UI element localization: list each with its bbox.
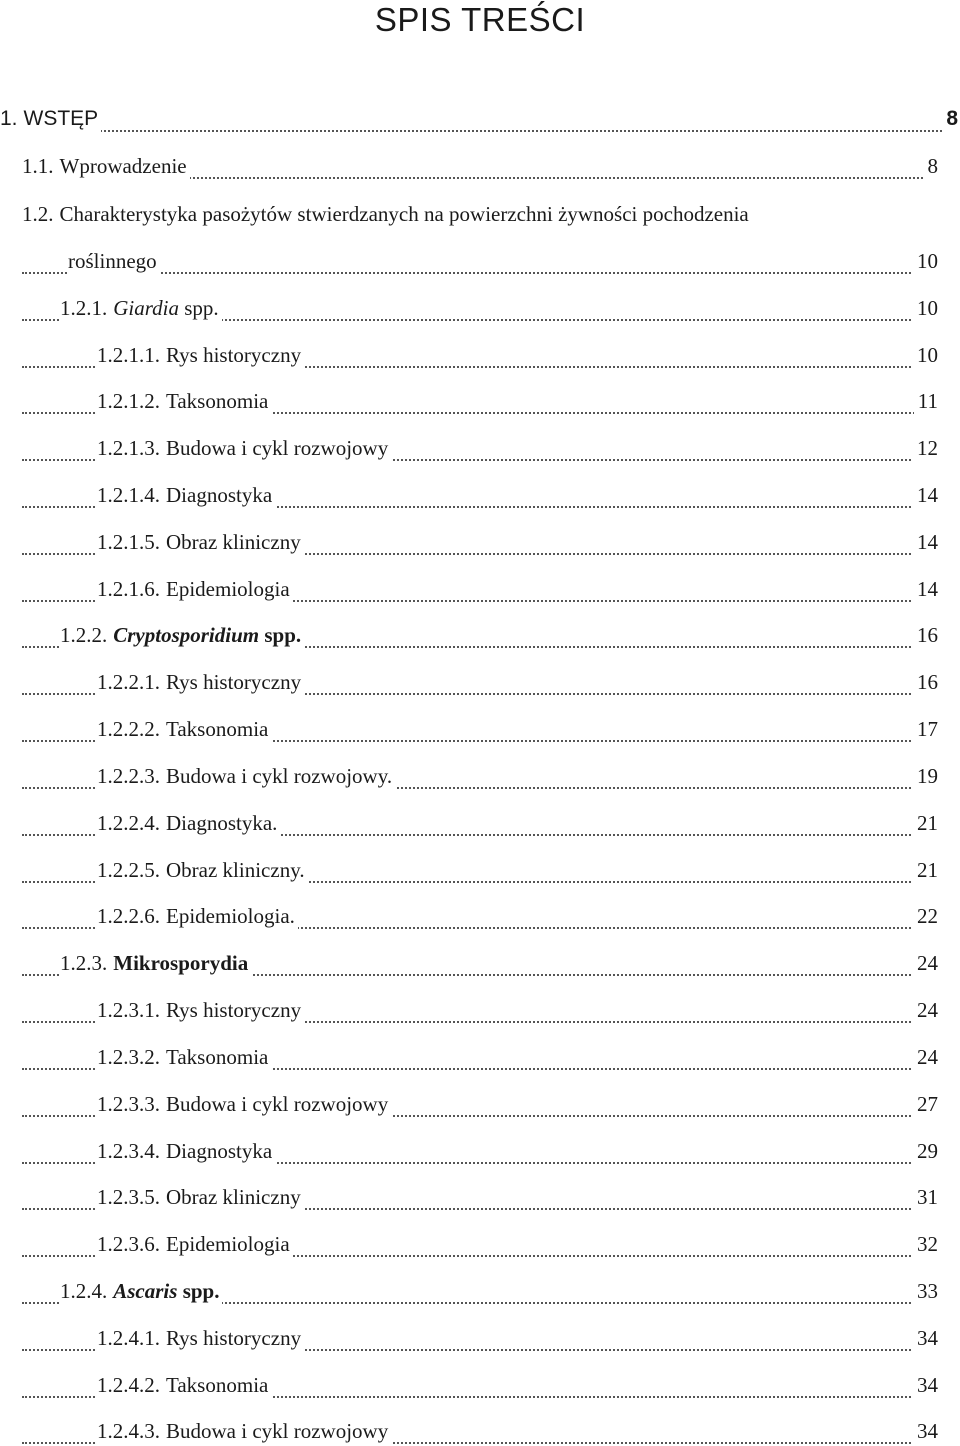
toc-entry[interactable] bbox=[22, 1370, 938, 1400]
toc-entry-number: 1.2.1.6. bbox=[97, 577, 160, 601]
toc-entry-text bbox=[97, 340, 304, 370]
toc-entry[interactable] bbox=[22, 574, 938, 604]
toc-entry-title: spp. bbox=[177, 1279, 220, 1303]
toc-entry-title: WSTĘP bbox=[23, 107, 99, 130]
toc-entry-title: Budowa i cykl rozwojowy bbox=[166, 436, 389, 460]
toc-entry-text bbox=[60, 1276, 222, 1306]
toc-entry-number: 1.2.3.3. bbox=[97, 1092, 160, 1116]
toc-entry-title: Budowa i cykl rozwojowy bbox=[166, 1419, 389, 1443]
dot-leader bbox=[0, 130, 958, 132]
toc-entry-number: 1.2.2.2. bbox=[97, 717, 160, 741]
toc-page-number: 21 bbox=[913, 808, 938, 838]
toc-entry-title: Ascaris bbox=[113, 1279, 178, 1303]
toc-page-number: 10 bbox=[913, 293, 938, 323]
toc-page-number: 22 bbox=[913, 901, 938, 931]
toc-entry-number: 1.2.1.4. bbox=[97, 483, 160, 507]
toc-page-number: 31 bbox=[913, 1182, 938, 1212]
toc-entry[interactable] bbox=[22, 667, 938, 697]
toc-entry-number: 1.2.1.5. bbox=[97, 530, 160, 554]
toc-page-number: 11 bbox=[914, 386, 938, 416]
toc-entry-text bbox=[97, 1370, 271, 1400]
toc-entry-title: spp. bbox=[259, 623, 302, 647]
toc-entry-text bbox=[97, 1042, 271, 1072]
toc-entry[interactable] bbox=[22, 620, 938, 650]
toc-entry[interactable] bbox=[22, 151, 938, 181]
toc-entry[interactable] bbox=[22, 1089, 938, 1119]
toc-entry-number: 1. bbox=[0, 107, 18, 130]
toc-entry-number: 1.2.3.4. bbox=[97, 1139, 160, 1163]
toc-entry[interactable] bbox=[22, 1276, 938, 1306]
toc-entry-number: 1.2.2.3. bbox=[97, 764, 160, 788]
toc-entry-title: spp. bbox=[178, 296, 219, 320]
toc-entry-text bbox=[97, 901, 298, 931]
toc-entry-text bbox=[97, 995, 304, 1025]
toc-entry[interactable] bbox=[0, 104, 958, 134]
toc-page-number: 24 bbox=[913, 995, 938, 1025]
toc-entry[interactable] bbox=[22, 293, 938, 323]
toc-entry-title: Mikrosporydia bbox=[113, 951, 249, 975]
toc-page-number: 33 bbox=[913, 1276, 938, 1306]
toc-page-number: 27 bbox=[913, 1089, 938, 1119]
toc-entry-number: 1.2.2. bbox=[60, 623, 108, 647]
toc-page-number: 14 bbox=[913, 527, 938, 557]
toc-entry-title: Obraz kliniczny. bbox=[166, 858, 305, 882]
toc-entry[interactable] bbox=[22, 340, 938, 370]
toc-entry-number: 1.2.1. bbox=[60, 296, 108, 320]
toc-page-number: 29 bbox=[913, 1136, 938, 1166]
toc-entry-title: Obraz kliniczny bbox=[166, 1185, 301, 1209]
toc-entry-title: Rys historyczny bbox=[166, 670, 302, 694]
toc-entry-text bbox=[60, 293, 222, 323]
toc-entry-text bbox=[97, 527, 304, 557]
toc-entry[interactable] bbox=[22, 386, 938, 416]
toc-entry[interactable] bbox=[22, 901, 938, 931]
toc-page-number: 8 bbox=[924, 151, 939, 181]
toc-entry-title: Giardia bbox=[113, 296, 179, 320]
toc-entry[interactable] bbox=[22, 948, 938, 978]
toc-entry-text bbox=[97, 433, 391, 463]
toc-entry[interactable] bbox=[22, 855, 938, 885]
toc-entry[interactable] bbox=[22, 761, 938, 791]
toc-entry-title: Diagnostyka. bbox=[166, 811, 278, 835]
toc-entry[interactable] bbox=[22, 1323, 938, 1353]
toc-entry[interactable] bbox=[22, 1042, 938, 1072]
toc-entry[interactable] bbox=[22, 995, 938, 1025]
toc-entry-title: Diagnostyka bbox=[166, 483, 273, 507]
toc-entry-text bbox=[0, 104, 101, 134]
toc-entry-title-line1: Charakterystyka pasożytów stwierdzanych na powierzchni żywności pochodzenia bbox=[59, 202, 749, 226]
toc-page-number: 19 bbox=[913, 761, 938, 791]
toc-entry-text bbox=[97, 761, 395, 791]
toc-entry-title: Rys historyczny bbox=[166, 343, 302, 367]
toc-entry[interactable] bbox=[22, 480, 938, 510]
toc-entry-number: 1.2.3. bbox=[60, 951, 108, 975]
toc-entry-first-line bbox=[22, 199, 749, 229]
toc-page-number: 16 bbox=[913, 620, 938, 650]
toc-entry-number: 1.2.2.5. bbox=[97, 858, 160, 882]
toc-page-number: 10 bbox=[913, 246, 938, 276]
toc-entry-text bbox=[97, 1136, 275, 1166]
toc-page-number: 14 bbox=[913, 574, 938, 604]
toc-entry-number: 1.2. bbox=[22, 202, 54, 226]
toc-entry-number: 1.2.2.1. bbox=[97, 670, 160, 694]
toc-entry-title: roślinnego bbox=[68, 249, 157, 273]
toc-entry[interactable] bbox=[22, 1229, 938, 1259]
toc-entry-title: Rys historyczny bbox=[166, 998, 302, 1022]
toc-entry-text bbox=[97, 667, 304, 697]
toc-entry-text bbox=[60, 948, 251, 978]
toc-entry-text bbox=[97, 1089, 391, 1119]
toc-entry-text bbox=[60, 620, 304, 650]
toc-entry-title: Epidemiologia. bbox=[166, 904, 295, 928]
toc-entry-title: Taksonomia bbox=[166, 1045, 269, 1069]
toc-entry-title: Wprowadzenie bbox=[59, 154, 187, 178]
toc-entry-text bbox=[97, 808, 280, 838]
toc-entry-text bbox=[97, 1323, 304, 1353]
toc-entry-text bbox=[97, 480, 275, 510]
toc-page-number: 12 bbox=[913, 433, 938, 463]
toc-entry[interactable] bbox=[22, 714, 938, 744]
toc-page-number: 34 bbox=[913, 1416, 938, 1446]
toc-entry-title: Epidemiologia bbox=[166, 577, 290, 601]
toc-entry-title: Obraz kliniczny bbox=[166, 530, 301, 554]
toc-entry[interactable] bbox=[22, 433, 938, 463]
toc-entry-number: 1.2.3.6. bbox=[97, 1232, 160, 1256]
toc-page-number: 32 bbox=[913, 1229, 938, 1259]
toc-entry-title: Diagnostyka bbox=[166, 1139, 273, 1163]
toc-entry-number: 1.2.2.6. bbox=[97, 904, 160, 928]
toc-entry[interactable] bbox=[22, 1136, 938, 1166]
toc-page-number: 14 bbox=[913, 480, 938, 510]
toc-entry[interactable] bbox=[22, 246, 938, 276]
toc-entry-text bbox=[97, 1229, 293, 1259]
toc-page-number: 8 bbox=[942, 104, 958, 134]
toc-entry-text bbox=[97, 386, 271, 416]
toc-entry[interactable] bbox=[22, 1182, 938, 1212]
toc-entry[interactable] bbox=[22, 808, 938, 838]
toc-entry-text bbox=[97, 1182, 304, 1212]
toc-entry-text bbox=[97, 1416, 391, 1446]
toc-page-number: 34 bbox=[913, 1370, 938, 1400]
toc-entry-number: 1.2.2.4. bbox=[97, 811, 160, 835]
toc-entry-number: 1.1. bbox=[22, 154, 54, 178]
toc-entry-title: Epidemiologia bbox=[166, 1232, 290, 1256]
toc-entry-text bbox=[97, 574, 293, 604]
toc-entry-title: Rys historyczny bbox=[166, 1326, 302, 1350]
toc-entry-title: Taksonomia bbox=[166, 717, 269, 741]
toc-entry-text bbox=[97, 714, 271, 744]
toc-entry-number: 1.2.4.3. bbox=[97, 1419, 160, 1443]
toc-entry[interactable] bbox=[22, 527, 938, 557]
toc-page-number: 17 bbox=[913, 714, 938, 744]
toc-entry-number: 1.2.1.2. bbox=[97, 389, 160, 413]
toc-entry-number: 1.2.3.1. bbox=[97, 998, 160, 1022]
page-title: SPIS TREŚCI bbox=[374, 1, 586, 38]
toc-entry-number: 1.2.1.3. bbox=[97, 436, 160, 460]
toc-entry-number: 1.2.3.5. bbox=[97, 1185, 160, 1209]
toc-entry-title: Taksonomia bbox=[166, 1373, 269, 1397]
toc-page-number: 24 bbox=[913, 1042, 938, 1072]
toc-entry-title: Budowa i cykl rozwojowy. bbox=[166, 764, 393, 788]
toc-entry-number: 1.2.3.2. bbox=[97, 1045, 160, 1069]
toc-entry-text bbox=[22, 151, 190, 181]
toc-entry-title: Taksonomia bbox=[166, 389, 269, 413]
toc-entry-number: 1.2.1.1. bbox=[97, 343, 160, 367]
toc-page-number: 10 bbox=[913, 340, 938, 370]
toc-entry-number: 1.2.4.2. bbox=[97, 1373, 160, 1397]
toc-page-number: 24 bbox=[913, 948, 938, 978]
toc-entry-title: Cryptosporidium bbox=[113, 623, 260, 647]
toc-page-number: 34 bbox=[913, 1323, 938, 1353]
toc-page-number: 16 bbox=[913, 667, 938, 697]
toc-entry-number: 1.2.4. bbox=[60, 1279, 108, 1303]
toc-entry-number: 1.2.4.1. bbox=[97, 1326, 160, 1350]
toc-entry-title: Budowa i cykl rozwojowy bbox=[166, 1092, 389, 1116]
toc-entry-text bbox=[68, 246, 160, 276]
toc-entry[interactable] bbox=[22, 1416, 938, 1446]
toc-entry-text bbox=[97, 855, 308, 885]
toc-page-number: 21 bbox=[913, 855, 938, 885]
